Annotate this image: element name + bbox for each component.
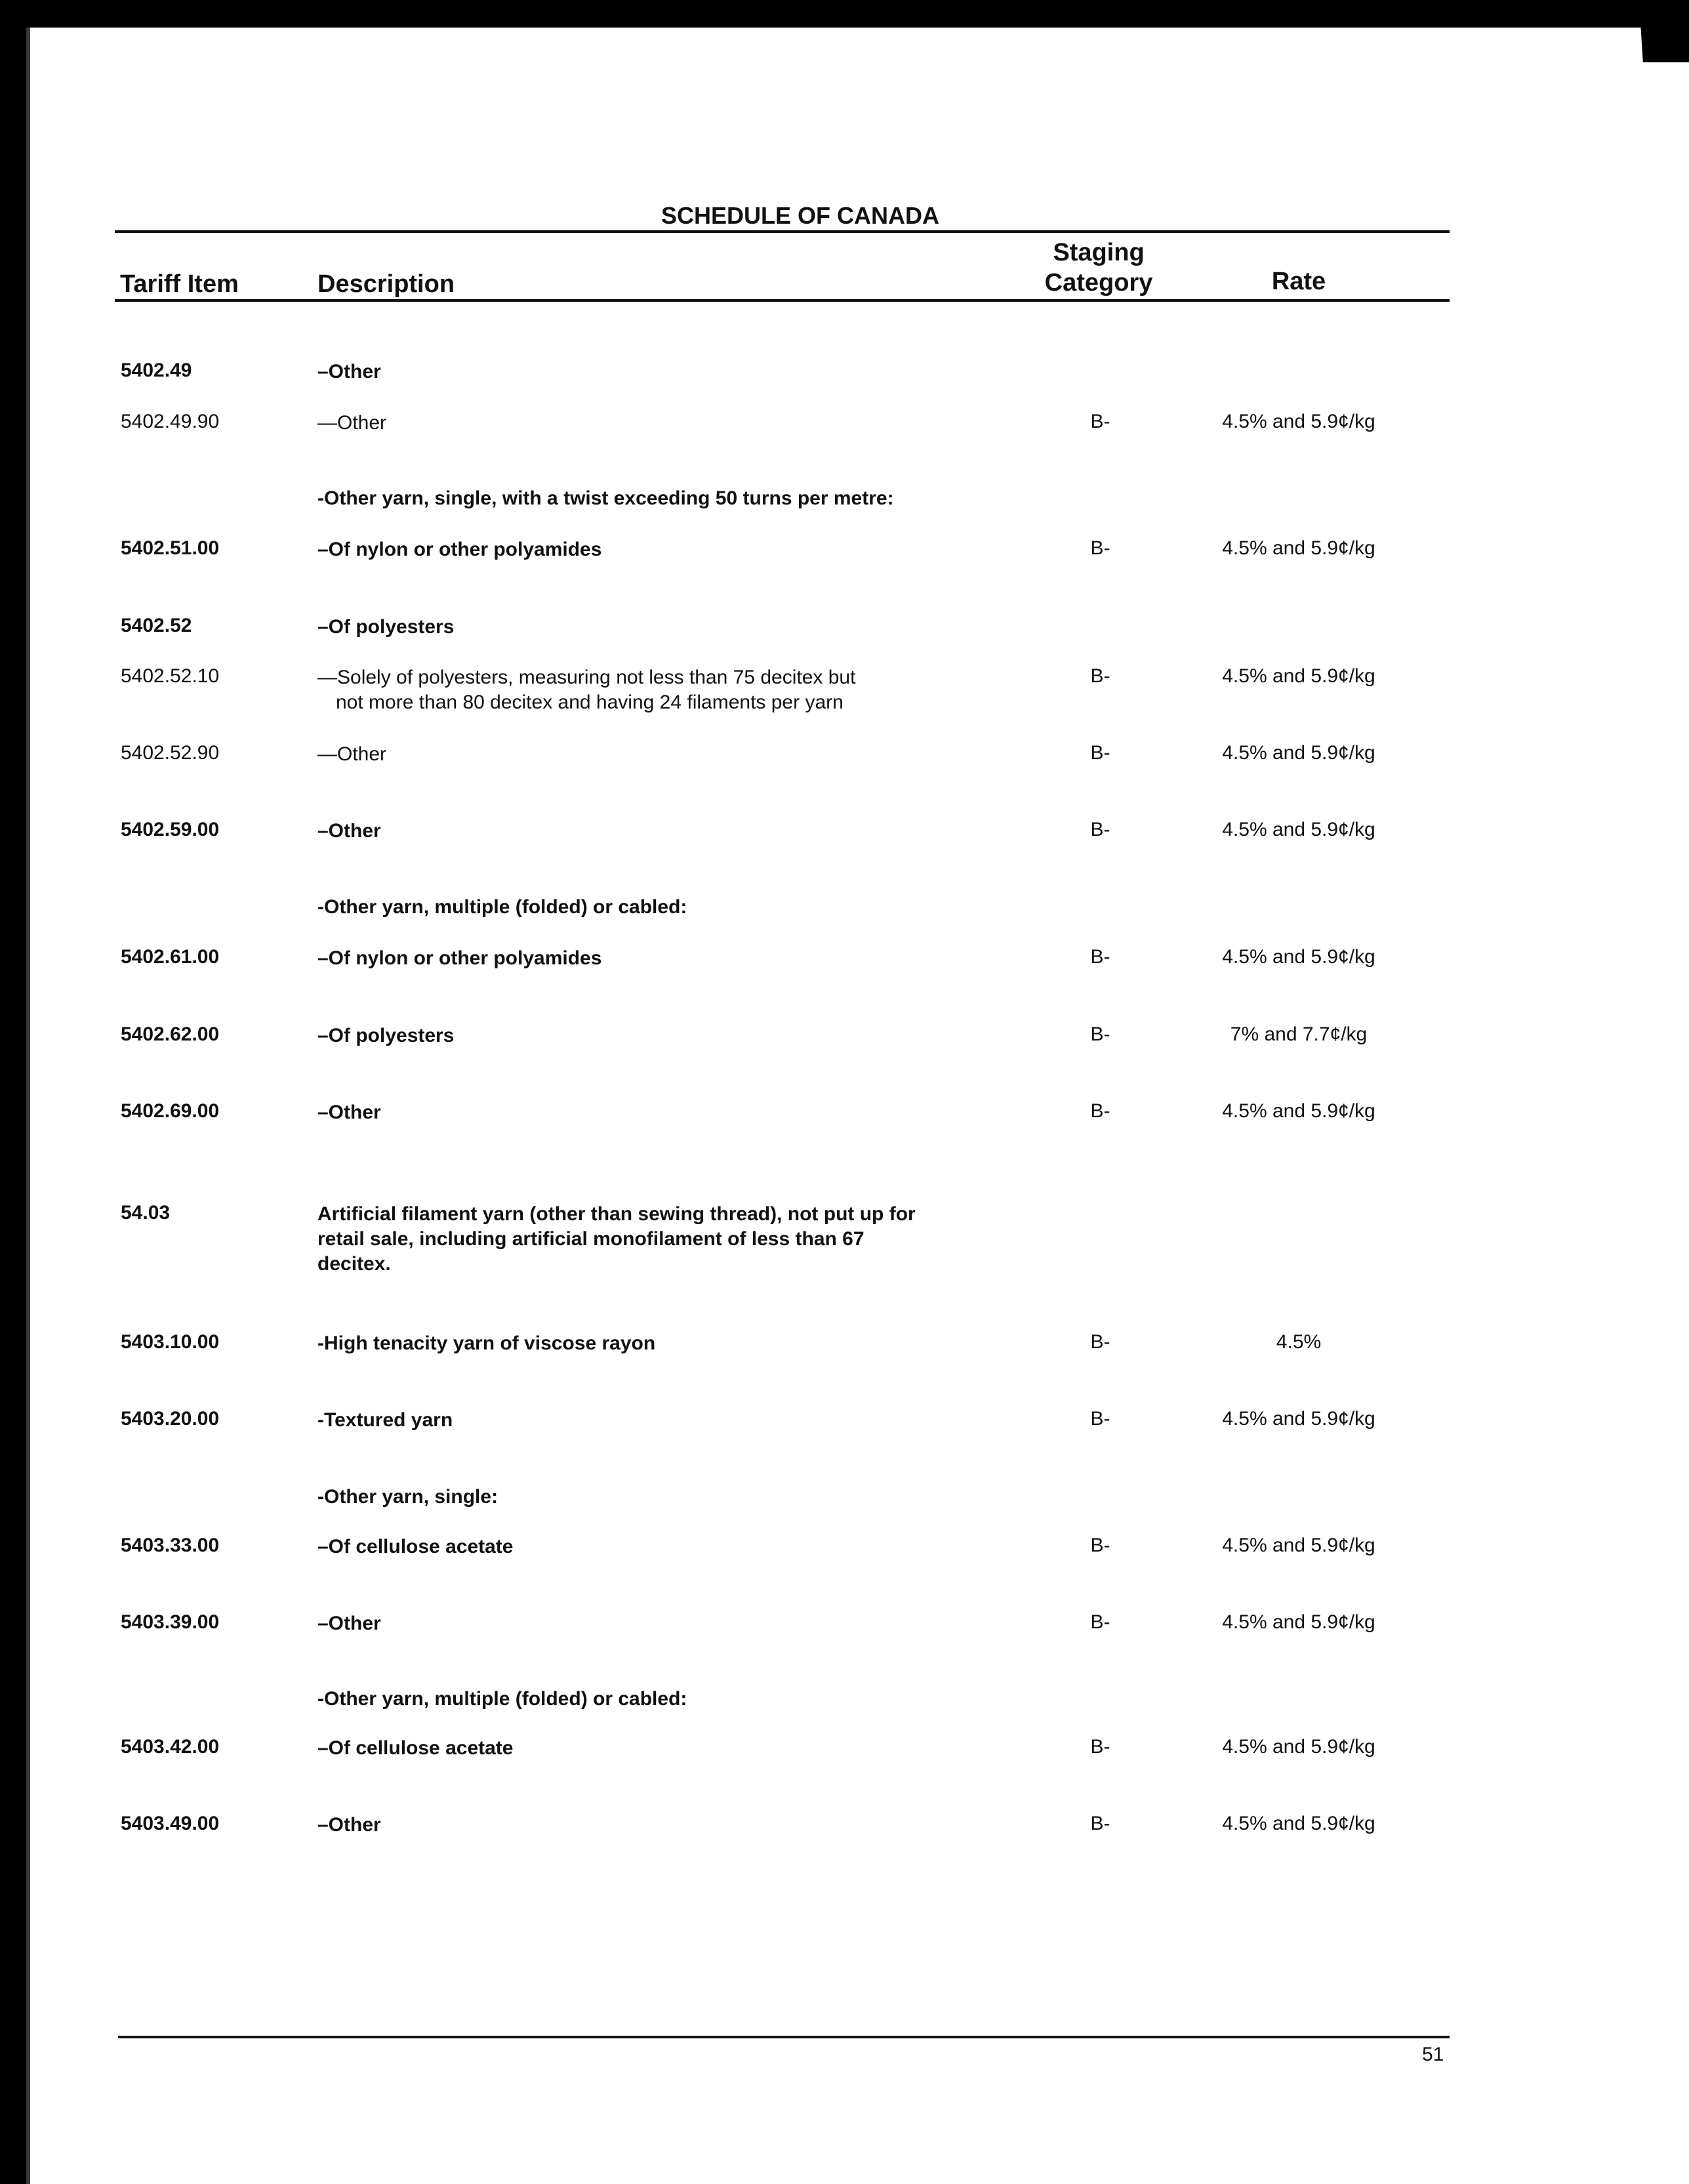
staging-category: B- bbox=[1090, 946, 1110, 968]
tariff-item: 5402.52 bbox=[121, 615, 192, 636]
rate: 4.5% and 5.9¢/kg bbox=[1222, 1100, 1375, 1122]
staging-category: B- bbox=[1090, 1813, 1110, 1834]
page-number: 51 bbox=[1422, 2044, 1444, 2065]
description: –Other bbox=[317, 1613, 381, 1634]
description: –Of cellulose acetate bbox=[317, 1536, 514, 1557]
staging-category: B- bbox=[1090, 1736, 1110, 1758]
rate: 7% and 7.7¢/kg bbox=[1230, 1023, 1368, 1045]
staging-category: B- bbox=[1090, 411, 1110, 432]
staging-category: B- bbox=[1090, 537, 1110, 559]
description: –Of nylon or other polyamides bbox=[317, 947, 602, 969]
scan-border-left bbox=[0, 0, 26, 2184]
header-rule bbox=[115, 299, 1450, 302]
description: -Other yarn, multiple (folded) or cabled: bbox=[317, 896, 687, 918]
description: -High tenacity yarn of viscose rayon bbox=[317, 1332, 656, 1354]
description bbox=[317, 665, 973, 715]
header-staging-line2: Category bbox=[1044, 269, 1153, 297]
header-staging-category bbox=[1023, 237, 1174, 298]
header-staging-line1: Staging bbox=[1053, 239, 1145, 266]
description: -Other yarn, multiple (folded) or cabled: bbox=[317, 1688, 687, 1710]
tariff-item: 5402.52.90 bbox=[121, 742, 220, 764]
rate: 4.5% and 5.9¢/kg bbox=[1222, 665, 1375, 687]
tariff-item: 54.03 bbox=[121, 1202, 171, 1224]
description: –Of polyesters bbox=[317, 616, 455, 638]
description-line: not more than 80 decitex and having 24 filaments per yarn bbox=[336, 691, 844, 713]
scan-border-left-edge bbox=[26, 28, 30, 2184]
tariff-item: 5403.39.00 bbox=[121, 1611, 220, 1633]
tariff-item: 5402.69.00 bbox=[121, 1100, 220, 1122]
description: –Other bbox=[317, 1102, 381, 1123]
rate: 4.5% bbox=[1276, 1331, 1322, 1353]
rate: 4.5% and 5.9¢/kg bbox=[1222, 1408, 1375, 1430]
rate: 4.5% and 5.9¢/kg bbox=[1222, 1736, 1375, 1758]
page-title: SCHEDULE OF CANADA bbox=[661, 202, 939, 229]
tariff-item: 5403.49.00 bbox=[121, 1813, 220, 1834]
description: –Of nylon or other polyamides bbox=[317, 539, 602, 560]
tariff-item: 5402.62.00 bbox=[121, 1023, 220, 1045]
description: -Textured yarn bbox=[317, 1409, 453, 1431]
tariff-item: 5403.42.00 bbox=[121, 1736, 220, 1758]
tariff-item: 5403.33.00 bbox=[121, 1535, 220, 1556]
tariff-item: 5402.51.00 bbox=[121, 537, 220, 559]
staging-category: B- bbox=[1090, 1331, 1110, 1353]
tariff-item: 5402.49.90 bbox=[121, 411, 220, 432]
footer-rule bbox=[118, 2036, 1450, 2038]
header-tariff-item: Tariff Item bbox=[120, 270, 239, 298]
description: –Of polyesters bbox=[317, 1025, 455, 1046]
staging-category: B- bbox=[1090, 742, 1110, 764]
tariff-item: 5403.10.00 bbox=[121, 1331, 220, 1353]
tariff-item: 5402.49 bbox=[121, 360, 192, 381]
description: –Other bbox=[317, 1814, 381, 1836]
rate: 4.5% and 5.9¢/kg bbox=[1222, 1535, 1375, 1556]
header-rate: Rate bbox=[1271, 268, 1326, 295]
header-description: Description bbox=[317, 270, 455, 298]
staging-category: B- bbox=[1090, 1408, 1110, 1430]
description: -Other yarn, single, with a twist exceeding 50 turns per metre: bbox=[317, 487, 894, 509]
staging-category: B- bbox=[1090, 1023, 1110, 1045]
rate: 4.5% and 5.9¢/kg bbox=[1222, 411, 1375, 432]
tariff-item: 5403.20.00 bbox=[121, 1408, 220, 1430]
description: –Other bbox=[317, 820, 381, 842]
description: Artificial filament yarn (other than sewing thread), not put up for retail sale, including artificial monofilament of less than 67 decitex. bbox=[317, 1203, 916, 1275]
rate: 4.5% and 5.9¢/kg bbox=[1222, 819, 1375, 840]
staging-category: B- bbox=[1090, 665, 1110, 687]
staging-category: B- bbox=[1090, 1100, 1110, 1122]
rate: 4.5% and 5.9¢/kg bbox=[1222, 537, 1375, 559]
description: –Of cellulose acetate bbox=[317, 1737, 514, 1759]
description: -Other yarn, single: bbox=[317, 1486, 499, 1508]
tariff-item: 5402.59.00 bbox=[121, 819, 220, 840]
tariff-item: 5402.52.10 bbox=[121, 665, 220, 687]
staging-category: B- bbox=[1090, 1611, 1110, 1633]
rate: 4.5% and 5.9¢/kg bbox=[1222, 742, 1375, 764]
description: —Other bbox=[317, 412, 387, 434]
staging-category: B- bbox=[1090, 819, 1110, 840]
title-rule bbox=[115, 230, 1450, 233]
description: —Other bbox=[317, 743, 387, 765]
rate: 4.5% and 5.9¢/kg bbox=[1222, 1813, 1375, 1834]
scan-corner-fold bbox=[1630, 0, 1689, 62]
rate: 4.5% and 5.9¢/kg bbox=[1222, 1611, 1375, 1633]
staging-category: B- bbox=[1090, 1535, 1110, 1556]
rate: 4.5% and 5.9¢/kg bbox=[1222, 946, 1375, 968]
scan-border-top bbox=[0, 0, 1689, 28]
tariff-item: 5402.61.00 bbox=[121, 946, 220, 968]
description: –Other bbox=[317, 361, 381, 382]
description-line: —Solely of polyesters, measuring not less than 75 decitex but bbox=[317, 667, 856, 688]
